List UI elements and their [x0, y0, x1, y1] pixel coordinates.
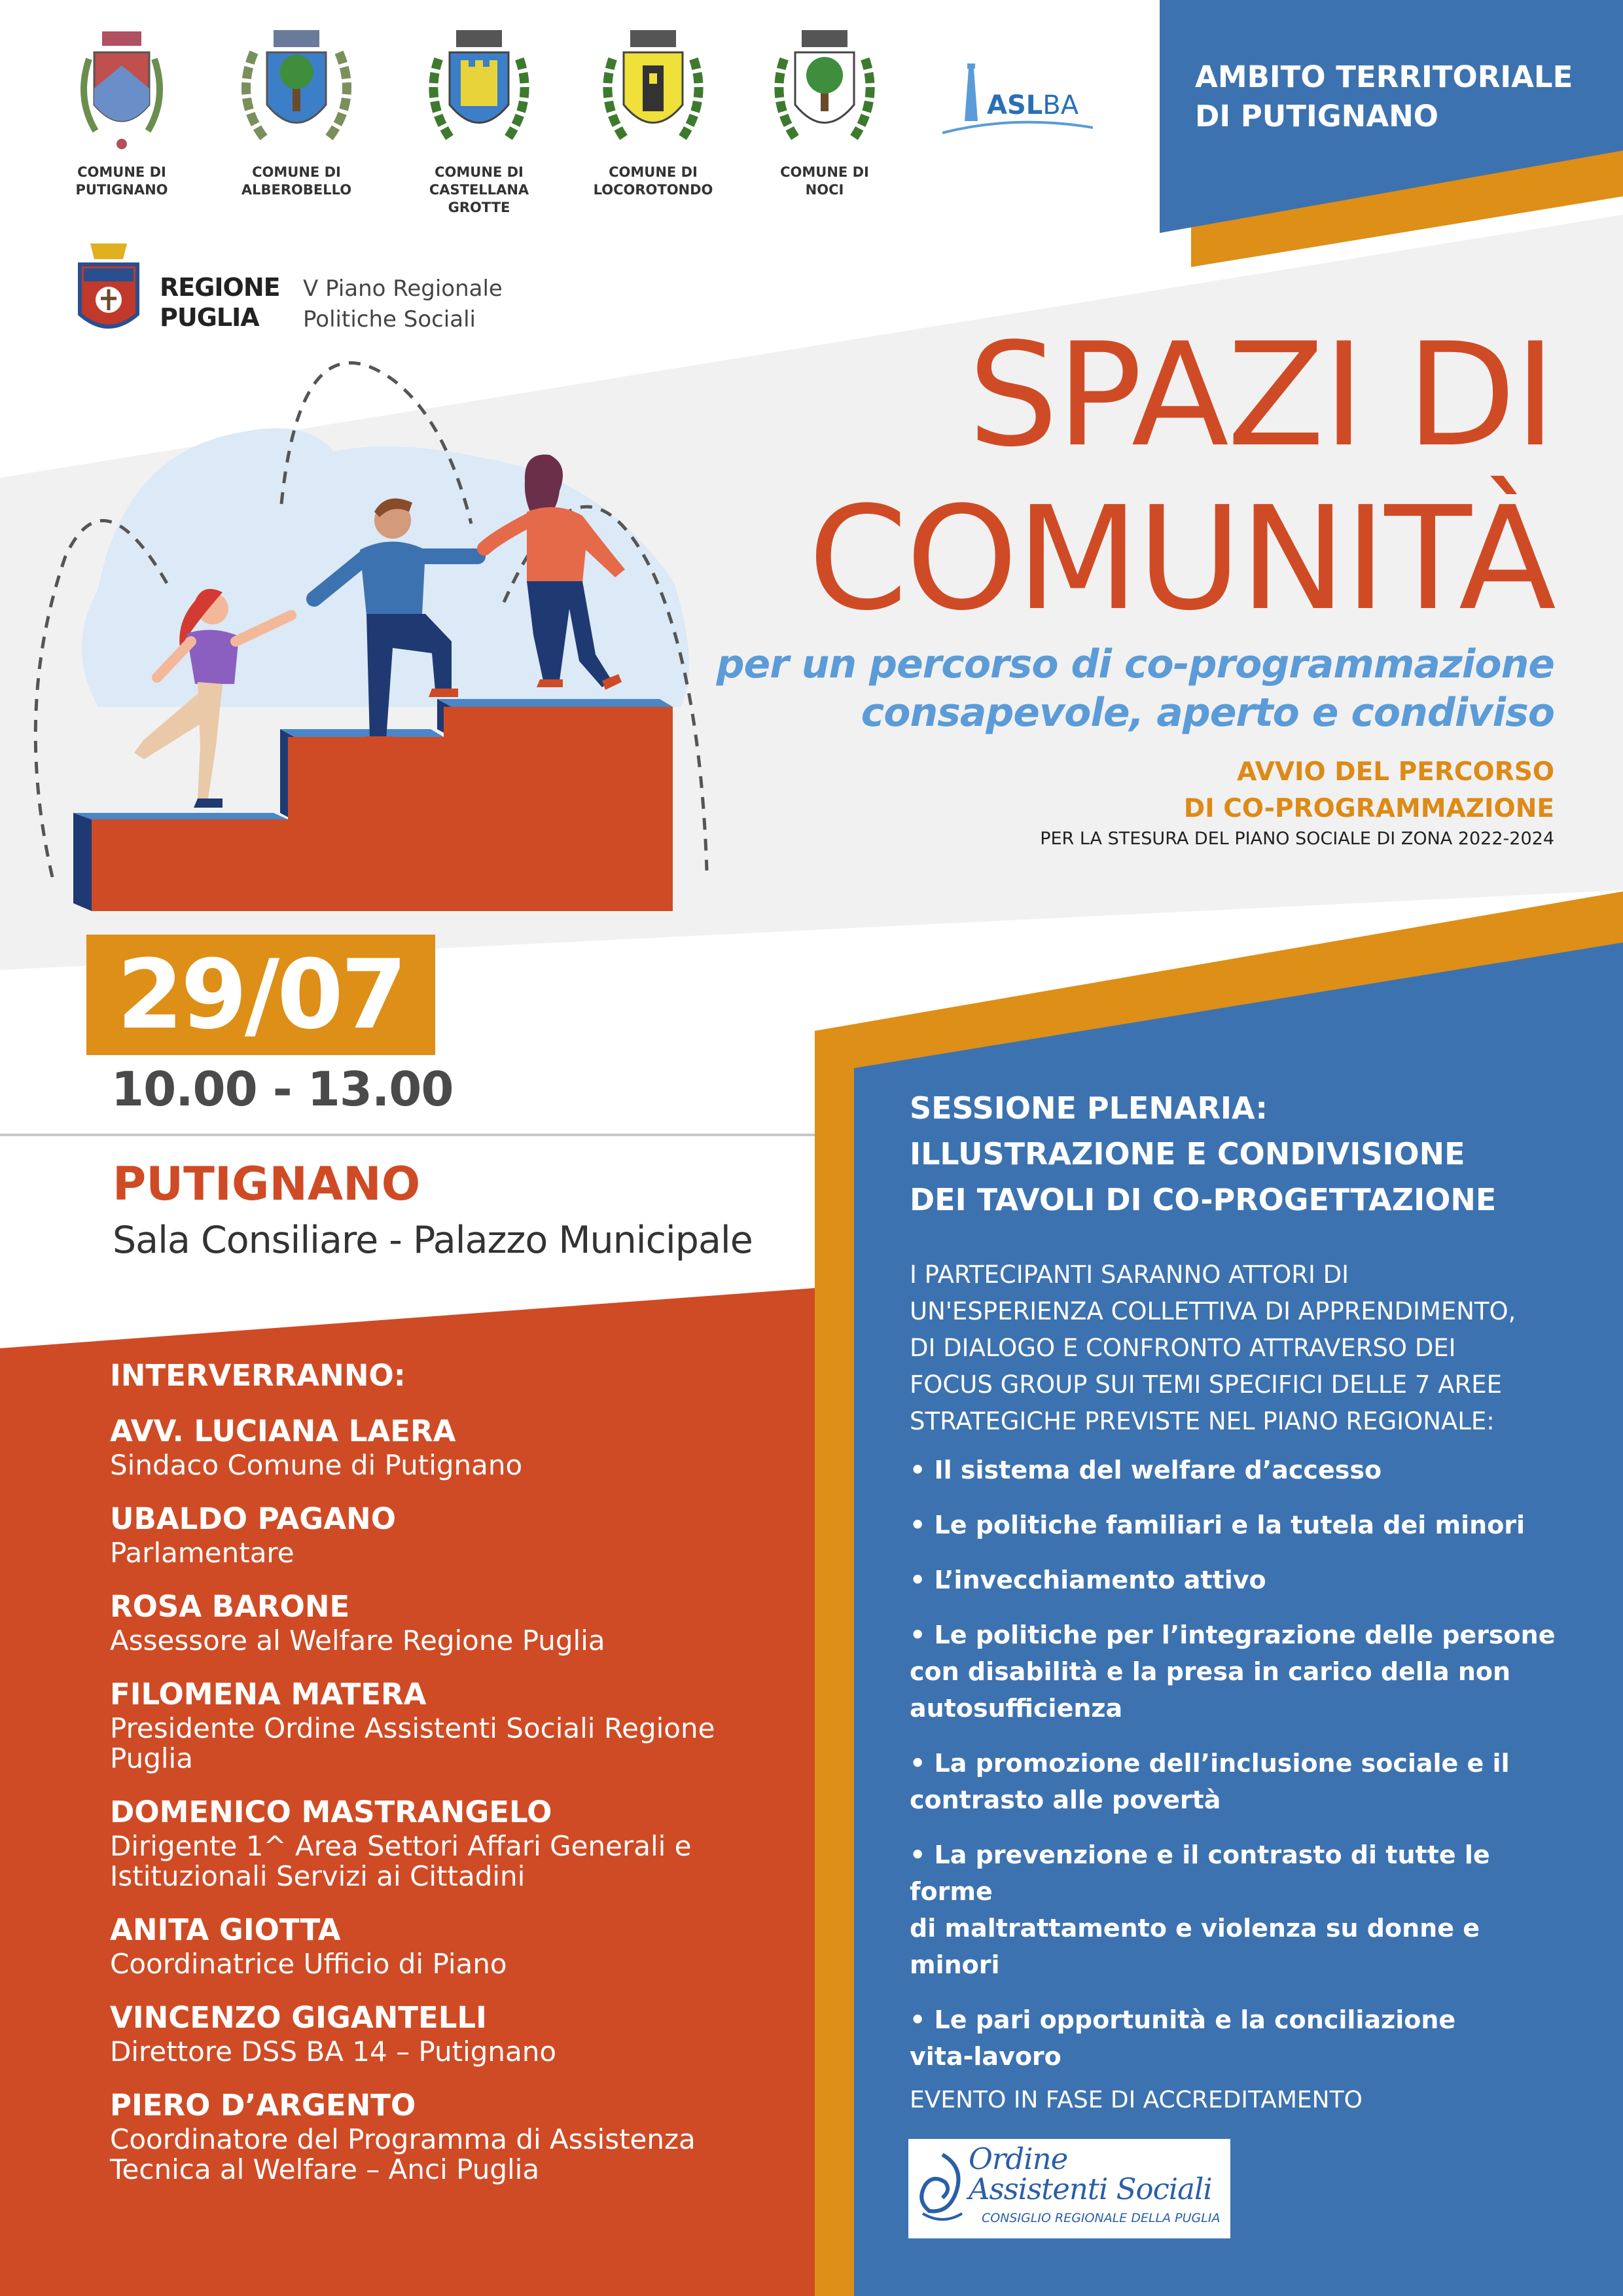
piano-regionale-label: V Piano Regionale Politiche Sociali [303, 276, 503, 332]
speaker-item [110, 1588, 804, 1656]
session-title: SESSIONE PLENARIA: ILLUSTRAZIONE E CONDIVISIONE DEI TAVOLI DI CO-PROGETTAZIONE [910, 1090, 1497, 1217]
speaker-role: Assessore al Welfare Regione Puglia [110, 1624, 605, 1657]
event-title: SPAZI DI COMUNITÀ [808, 313, 1554, 642]
speaker-role: Sindaco Comune di Putignano [110, 1449, 523, 1481]
accreditation-note: EVENTO IN FASE DI ACCREDITAMENTO [910, 2087, 1363, 2113]
climbing-people-illustration [26, 340, 720, 916]
speaker-item [110, 1412, 804, 1480]
comune-castellana-grotte: COMUNE DI CASTELLANA GROTTE [401, 26, 558, 217]
speaker-name: UBALDO PAGANO [110, 1501, 396, 1536]
speaker-item [110, 1999, 804, 2067]
speaker-role: Dirigente 1^ Area Settori Affari Generali e [110, 1830, 692, 1862]
speaker-role: Presidente Ordine Assistenti Sociali Regione Puglia [110, 1712, 715, 1774]
ambito-territoriale: AMBITO TERRITORIALE DI PUTIGNANO [1195, 60, 1573, 134]
strategic-area-item: • L’invecchiamento attivo [910, 1566, 1266, 1594]
event-subtitle: per un percorso di co-programmazione consapevole, aperto e condiviso [716, 641, 1554, 736]
speaker-role-continued: Istituzionali Servizi ai Cittadini [110, 1860, 526, 1892]
speakers-heading: INTERVERRANNO: [110, 1358, 406, 1393]
strategic-area-item: • Il sistema del welfare d’accesso [910, 1456, 1382, 1484]
strategic-areas-list [910, 1452, 1571, 2075]
putignano-crest-icon [69, 26, 174, 157]
comune-putignano: COMUNE DI PUTIGNANO [43, 26, 200, 199]
strategic-area-item: • La prevenzione e il contrasto di tutte le forme di maltrattamento e violenza su donne e minori [910, 1840, 1490, 1979]
stesura-piano: PER LA STESURA DEL PIANO SOCIALE DI ZONA 2022-2024 [1040, 829, 1554, 849]
ordine-name: Ordine Assistenti Sociali [969, 2142, 1212, 2206]
speaker-item [110, 1500, 804, 1568]
speaker-name: AVV. LUCIANA LAERA [110, 1414, 456, 1448]
comune-noci: COMUNE DI NOCI [746, 26, 903, 199]
speaker-item [110, 1676, 804, 1774]
ordine-assistenti-sociali-emblem-icon [916, 2148, 969, 2229]
session-body: I PARTECIPANTI SARANNO ATTORI DI UN'ESPERIENZA COLLETTIVA DI APPRENDIMENTO, DI DIALOGO E CONFRONTO ATTRAVERSO DEI FOCUS GROUP SUI TEMI SPECIFICI DELLE 7 AREE STRATEGICHE PREVISTE NEL PIANO REGIONALE: [910, 1261, 1516, 1435]
comune-locorotondo: COMUNE DI LOCOROTONDO [575, 26, 732, 199]
regione-puglia-shield-icon [77, 241, 140, 338]
event-venue: Sala Consiliare - Palazzo Municipale [113, 1219, 753, 1262]
speakers-list [110, 1356, 804, 2204]
event-city: PUTIGNANO [113, 1157, 421, 1211]
strategic-area-item: • La promozione dell’inclusione sociale e il contrasto alle povertà [910, 1749, 1510, 1814]
ordine-subtitle: CONSIGLIO REGIONALE DELLA PUGLIA [982, 2211, 1221, 2225]
speaker-role: Parlamentare [110, 1537, 294, 1569]
locorotondo-crest-icon [594, 26, 712, 157]
regione-puglia-name: REGIONE PUGLIA [160, 273, 280, 332]
speaker-role: Coordinatrice Ufficio di Piano [110, 1948, 507, 1980]
speaker-name: VINCENZO GIGANTELLI [110, 2000, 487, 2035]
alberobello-crest-icon [231, 26, 362, 157]
speaker-name: FILOMENA MATERA [110, 1677, 427, 1712]
speaker-name: DOMENICO MASTRANGELO [110, 1795, 552, 1829]
noci-crest-icon [766, 26, 883, 157]
speaker-name: PIERO D’ARGENTO [110, 2088, 416, 2123]
speaker-role-continued: Tecnica al Welfare – Anci Puglia [110, 2153, 540, 2185]
event-date: 29/07 [116, 939, 405, 1050]
speaker-role: Direttore DSS BA 14 – Putignano [110, 2036, 557, 2068]
strategic-area-item: • Le politiche per l’integrazione delle persone con disabilità e la presa in carico della non autosufficienza [910, 1621, 1556, 1723]
avvio-percorso: AVVIO DEL PERCORSO DI CO-PROGRAMMAZIONE [1183, 757, 1554, 823]
speaker-name: ANITA GIOTTA [110, 1912, 341, 1947]
ordine-assistenti-sociali-logo [908, 2139, 1230, 2238]
comune-alberobello: COMUNE DI ALBEROBELLO [218, 26, 375, 199]
strategic-area-item: • Le pari opportunità e la conciliazione vita-lavoro [910, 2005, 1456, 2071]
divider [0, 1134, 815, 1136]
asl-ba-logo-text: ASLBA [987, 90, 1079, 120]
speaker-item [110, 1911, 804, 1979]
castellana-grotte-crest-icon [420, 26, 538, 157]
speaker-role: Coordinatore del Programma di Assistenza [110, 2123, 696, 2155]
speaker-item [110, 2087, 804, 2185]
strategic-area-item: • Le politiche familiari e la tutela dei minori [910, 1511, 1525, 1539]
session-description [910, 1085, 1571, 2093]
speaker-name: ROSA BARONE [110, 1589, 350, 1624]
speaker-item [110, 1793, 804, 1892]
event-time: 10.00 - 13.00 [111, 1062, 454, 1117]
